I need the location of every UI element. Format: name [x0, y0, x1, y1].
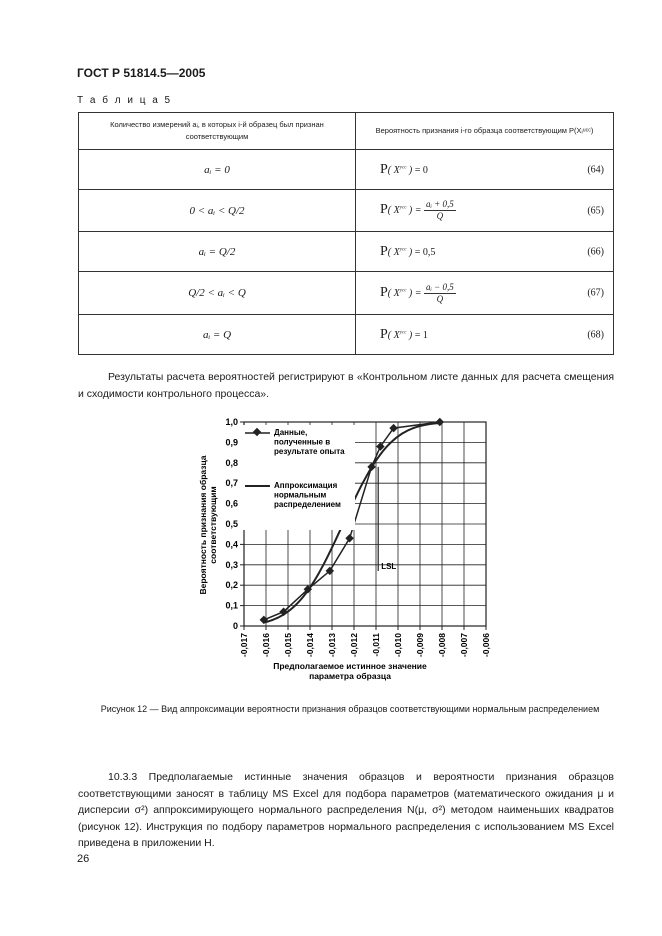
y-tick-label: 0,8: [225, 457, 238, 468]
equation-number: (65): [587, 205, 604, 216]
formula-cell: P( $X^{усс}$ ) = 1 (68): [356, 315, 614, 355]
x-tick-label: -0,006: [481, 633, 491, 658]
x-tick-label: -0,011: [371, 633, 381, 657]
data-point: [436, 418, 444, 426]
lsl-label: LSL: [381, 561, 397, 571]
x-tick-label: -0,016: [261, 633, 271, 658]
x-tick-label: -0,012: [349, 633, 359, 658]
page-number: 26: [77, 853, 90, 865]
x-axis-label: Предполагаемое истинное значение параметра образца: [273, 661, 427, 681]
formula-cell: P( $X^{усс}$ ) = $\frac{\text{aᵢ − 0,5}}{Q}$ (67): [356, 272, 614, 315]
col2-header: Вероятность признания i-го образца соответствующим P(Xᵢᵘᶜᶜ): [356, 113, 614, 150]
x-tick-label: -0,014: [305, 633, 315, 658]
y-tick-label: 0,4: [225, 539, 238, 550]
equation-number: (67): [587, 287, 604, 299]
condition-cell: aᵢ = 0: [79, 150, 356, 190]
y-tick-label: 0,9: [225, 437, 238, 448]
condition-cell: Q/2 < aᵢ < Q: [79, 272, 356, 315]
probability-chart: [190, 405, 510, 695]
x-tick-label: -0,008: [437, 633, 447, 658]
x-tick-label: -0,017: [239, 633, 249, 658]
chart-legend: [240, 425, 355, 530]
probability-table: [78, 112, 614, 355]
y-tick-label: 0,5: [225, 519, 238, 529]
condition-cell: aᵢ = Q/2: [79, 232, 356, 272]
x-tick-label: -0,015: [283, 633, 293, 658]
formula-cell: P( $X^{усс}$ ) = 0 (64): [356, 150, 614, 190]
y-tick-label: 1,0: [225, 417, 238, 427]
y-tick-label: 0: [232, 621, 238, 631]
x-tick-label: -0,013: [327, 633, 337, 658]
figure-caption: Рисунок 12 — Вид аппроксимации вероятности признания образцов соответствующими нормальным распределением: [100, 704, 600, 714]
formula-cell: P( $X^{усс}$ ) = $\frac{\text{aᵢ + 0,5}}{Q}$ (65): [356, 190, 614, 232]
condition-cell: aᵢ = Q: [79, 315, 356, 355]
x-tick-label: -0,009: [415, 633, 425, 658]
document-header: ГОСТ Р 51814.5—2005: [77, 66, 206, 80]
data-point: [345, 534, 353, 542]
y-tick-label: 0,6: [225, 498, 238, 509]
col1-header: Количество измерений aᵢ, в которых i-й образец был признан соответствующим: [79, 113, 356, 150]
equation-number: (68): [587, 329, 604, 340]
y-tick-label: 0,1: [225, 600, 238, 611]
equation-number: (64): [587, 164, 604, 175]
y-axis-label: Вероятность признания образцасоответствующим: [198, 455, 218, 595]
results-paragraph: Результаты расчета вероятностей регистрируют в «Контрольном листе данных для расчета смещения и сходимости контрольного процесса».: [78, 371, 614, 400]
x-tick-label: -0,007: [459, 633, 469, 658]
data-point: [260, 616, 268, 624]
y-tick-label: 0,2: [225, 580, 238, 591]
y-tick-label: 0,3: [225, 559, 238, 570]
section-paragraph: 10.3.3 Предполагаемые истинные значения образцов и вероятности признания образцов соответствующими заносят в таблицу MS Excel для подбора параметров (математического ожидания μ и дисперсии σ²) аппроксимирующего нормального распределения N(μ, σ²) методом наименьших квадратов (рисунок 12). Инструкция по подбору параметров нормального распределения с использованием MS Excel приведена в приложении Н.: [78, 771, 614, 849]
table-caption: Т а б л и ц а 5: [77, 95, 173, 106]
legend-label-fit: Аппроксимация нормальным распределением: [274, 481, 341, 509]
lsl-marker-group: [378, 467, 396, 571]
formula-cell: P( $X^{усс}$ ) = 0,5 (66): [356, 232, 614, 272]
condition-cell: 0 < aᵢ < Q/2: [79, 190, 356, 232]
legend-label-data: Данные, полученные в результате опыта: [274, 428, 345, 456]
y-tick-label: 0,7: [225, 478, 238, 489]
x-tick-label: -0,010: [393, 633, 403, 658]
equation-number: (66): [587, 246, 604, 257]
